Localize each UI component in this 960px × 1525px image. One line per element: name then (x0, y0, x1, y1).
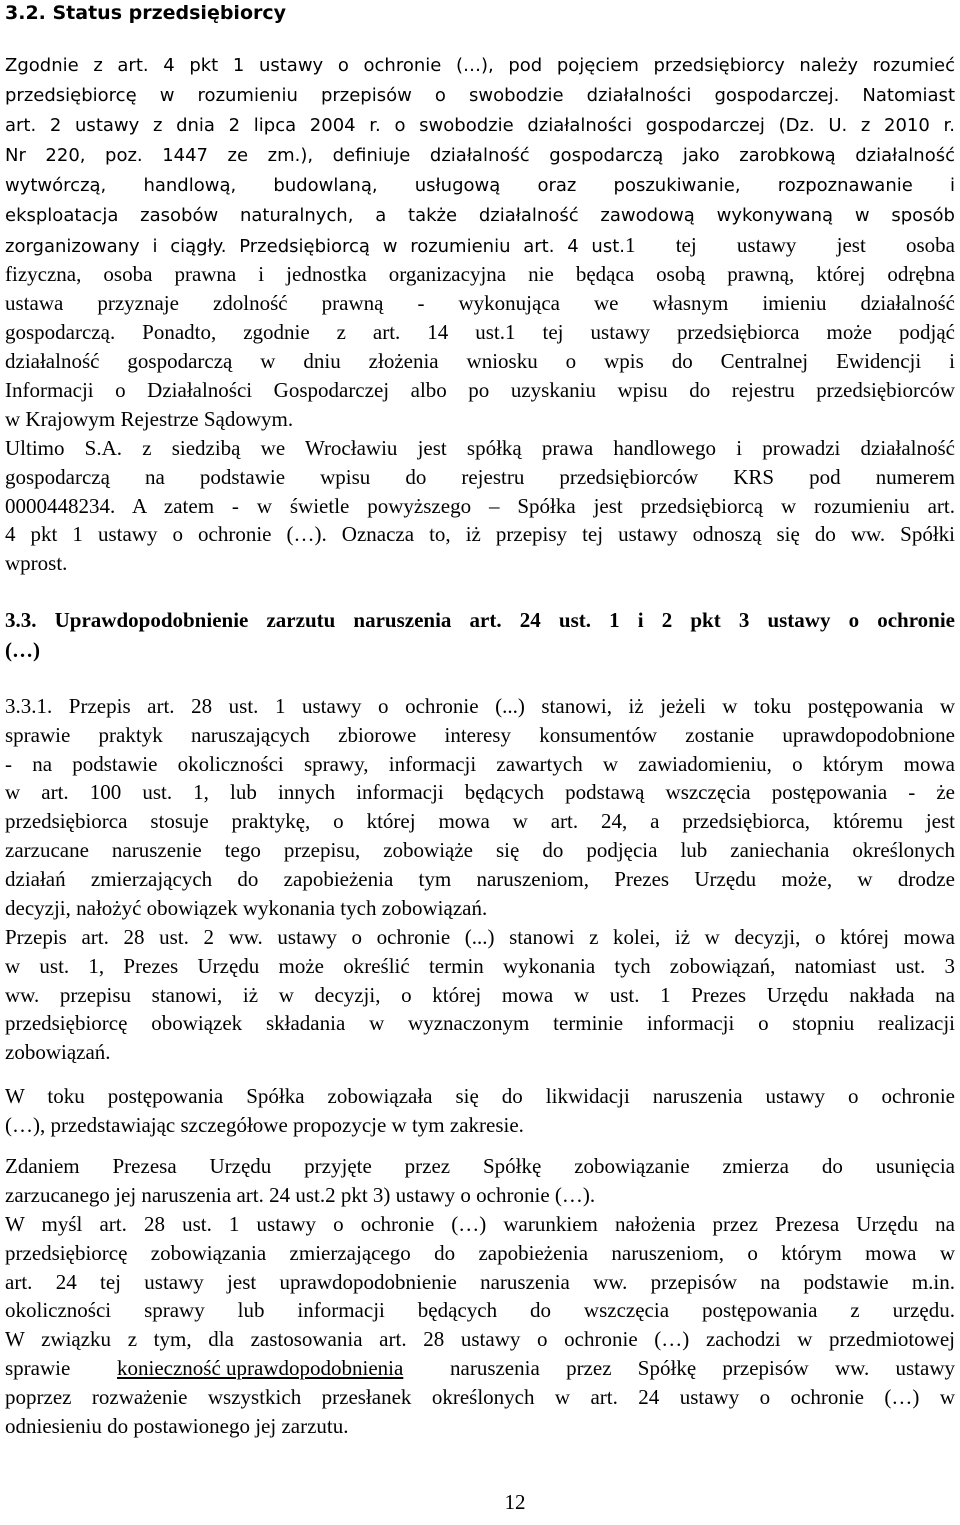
text-line: decyzji, nałożyć obowiązek wykonania tych zobowiązań. (5, 895, 488, 920)
text-line: zarzucanego jej naruszenia art. 24 ust.2 pkt 3) ustawy o ochronie (…). (5, 1182, 596, 1207)
text-line: ww. przepisu stanowi, iż w decyzji, o której mowa w ust. 1 Prezes Urzędu nakłada na (5, 982, 955, 1007)
text-line: wytwórczą, handlową, budowlaną, usługową oraz poszukiwanie, rozpoznawanie i (5, 175, 955, 196)
text-line: (…), przedstawiając szczegółowe propozycje w tym zakresie. (5, 1112, 524, 1137)
text-line: sprawie praktyk naruszających zbiorowe interesy konsumentów zostanie uprawdopodobnione (5, 722, 955, 747)
section-heading-uprawdopodobnienie (5, 605, 955, 665)
text-line: gospodarczą. Ponadto, zgodnie z art. 14 ust. (5, 320, 505, 344)
status-paragraph-serif (5, 260, 955, 318)
text-line: w ust. 1, Prezes Urzędu może określić termin wykonania tych zobowiązań, natomiast ust. 3 (5, 953, 955, 978)
text-line: 3.3.1. Przepis art. 28 ust. 1 ustawy o ochronie (...) stanowi, iż jeżeli w toku postępowania w (5, 694, 955, 718)
text-line: zobowiązań. (5, 1040, 111, 1065)
text-line: poprzez rozważenie wszystkich przesłanek określonych w art. 24 ustawy o ochronie (…) w (5, 1384, 955, 1409)
text-line: działań zmierzających do zapobieżenia tym naruszeniom, Prezes Urzędu może, w drodze (5, 866, 955, 891)
text-line: W myśl art. 28 ust. 1 ustawy o ochronie (…) warunkiem nałożenia przez Prezesa Urzędu na (5, 1212, 955, 1236)
heading-line: (…) (5, 638, 40, 662)
text-line: odniesieniu do postawionego jej zarzutu. (5, 1413, 349, 1438)
paragraph-zobowiazanie (5, 1082, 955, 1140)
text-line: gospodarczą na podstawie wpisu do rejestru przedsiębiorców KRS pod numerem (5, 464, 955, 489)
text-line: Nr 220, poz. 1447 ze zm.), definiuje działalność gospodarczą jako zarobkową działalność (5, 145, 955, 166)
status-paragraph-serif-2 (5, 347, 955, 433)
text-line: zorganizowany i ciągły. Przedsiębiorcą w rozumieniu art. 4 ust. (5, 236, 625, 257)
text-fragment: naruszenia przez Spółkę przepisów ww. ustawy (450, 1355, 955, 1380)
text-line: przedsiębiorcę obowiązek składania w wyznaczonym terminie informacji o stopniu realizacji (5, 1011, 955, 1036)
text-line: przedsiębiorca stosuje praktykę, o której mowa w art. 24, a przedsiębiorca, któremu jest (5, 809, 955, 834)
paragraph-zdaniem-prezesa (5, 1152, 955, 1210)
text-line: 1 tej ustawy jest osoba (625, 233, 955, 257)
text-line: W toku postępowania Spółka zobowiązała się do likwidacji naruszenia ustawy o ochronie (5, 1084, 955, 1108)
text-line: eksploatacja zasobów naturalnych, a także działalność zawodową wykonywaną w sposób (5, 205, 955, 226)
page-number: 12 (504, 1490, 526, 1514)
text-line-underlined (5, 1354, 955, 1383)
text-line: wprost. (5, 551, 68, 576)
paragraph-3-3-1 (5, 692, 955, 922)
underlined-phrase: konieczność uprawdopodobnienia (116, 1355, 404, 1380)
status-paragraph (5, 51, 955, 231)
text-line: art. 2 ustawy z dnia 2 lipca 2004 r. o swobodzie działalności gospodarczej (Dz. U. z 2010 r. (5, 115, 955, 136)
text-line: fizyczna, osoba prawna i jednostka organizacyjna nie będąca osobą prawną, której odrębna (5, 262, 955, 286)
text-line: W związku z tym, dla zastosowania art. 28 ustawy o ochronie (…) zachodzi w przedmiotowej (5, 1327, 955, 1352)
ultimo-paragraph (5, 434, 955, 578)
section-heading-status: 3.2. Status przedsiębiorcy (5, 2, 287, 24)
text-fragment: sprawie (5, 1355, 71, 1380)
mixed-line (5, 231, 955, 261)
text-line: Przepis art. 28 ust. 2 ww. ustawy o ochronie (...) stanowi z kolei, iż w decyzji, o której mowa (5, 925, 955, 949)
text-line: Zgodnie z art. 4 pkt 1 ustawy o ochronie (…), pod pojęciem przedsiębiorcy należy rozumieć (5, 55, 955, 76)
paragraph-art-28-ust-2 (5, 923, 955, 1067)
text-line: Zdaniem Prezesa Urzędu przyjęte przez Spółkę zobowiązanie zmierza do usunięcia (5, 1154, 955, 1178)
text-line: działalność gospodarczą w dniu złożenia wniosku o wpis do Centralnej Ewidencji i (5, 349, 955, 373)
text-line: ustawa przyznaje zdolność prawną - wykonująca we własnym imieniu działalność (5, 290, 955, 315)
text-line: w art. 100 ust. 1, lub innych informacji będących podstawą wszczęcia postępowania - że (5, 780, 955, 805)
mixed-line (5, 318, 955, 347)
text-line: 1 tej ustawy przedsiębiorca może podjąć (505, 320, 955, 344)
text-line: w Krajowym Rejestrze Sądowym. (5, 406, 294, 431)
paragraph-w-mysl (5, 1210, 955, 1440)
text-line: art. 24 tej ustawy jest uprawdopodobnienie naruszenia ww. przepisów na podstawie m.in. (5, 1269, 955, 1294)
text-line: 0000448234. A zatem - w świetle powyższego – Spółka jest przedsiębiorcą w rozumieniu art. (5, 493, 955, 518)
text-line: przedsiębiorcę zobowiązania zmierzającego do zapobieżenia naruszeniom, o którym mowa w (5, 1240, 955, 1265)
text-line: Ultimo S.A. z siedzibą we Wrocławiu jest spółką prawa handlowego i prowadzi działalność (5, 436, 955, 460)
text-line: zarzucane naruszenie tego przepisu, zobowiąże się do podjęcia lub zaniechania określonych (5, 837, 955, 862)
text-line: Informacji o Działalności Gospodarczej albo po uzyskaniu wpisu do rejestru przedsiębiorców (5, 377, 955, 402)
text-line: okoliczności sprawy lub informacji będących do wszczęcia postępowania z urzędu. (5, 1298, 955, 1323)
heading-line: 3.3. Uprawdopodobnienie zarzutu naruszenia art. 24 ust. 1 i 2 pkt 3 ustawy o ochronie (5, 608, 955, 632)
text-line: - na podstawie okoliczności sprawy, informacji zawartych w zawiadomieniu, o którym mowa (5, 751, 955, 776)
text-line: 4 pkt 1 ustawy o ochronie (…). Oznacza to, iż przepisy tej ustawy odnoszą się do ww. Spółki (5, 522, 955, 547)
document-page (5, 0, 955, 1525)
text-line: przedsiębiorcę w rozumieniu przepisów o swobodzie działalności gospodarczej. Natomiast (5, 85, 955, 106)
